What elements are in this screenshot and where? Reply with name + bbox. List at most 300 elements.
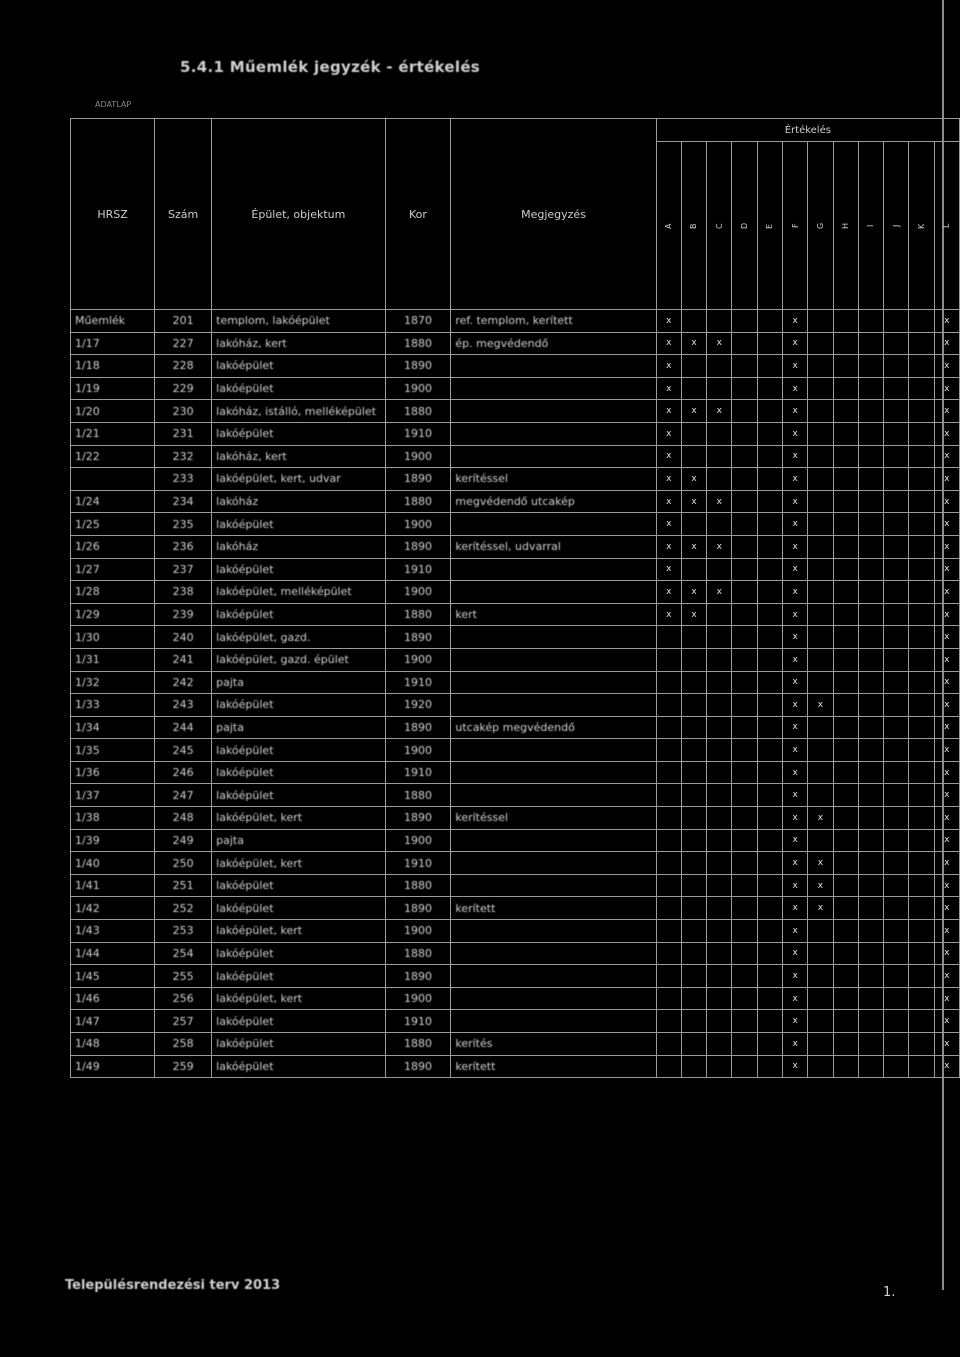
cell-flag — [884, 852, 909, 875]
cell-flag — [909, 603, 934, 626]
cell-date: 1880 — [385, 400, 451, 423]
cell-flag — [858, 852, 883, 875]
cell-flag — [808, 920, 833, 943]
cell-date: 1910 — [385, 1010, 451, 1033]
cell-flag — [833, 377, 858, 400]
cell-note — [451, 400, 656, 423]
cell-note — [451, 739, 656, 762]
cell-name: lakóépület, melléképület — [212, 581, 385, 604]
cell-flag — [858, 422, 883, 445]
cell-flag — [757, 807, 782, 830]
cell-flag — [707, 716, 732, 739]
cell-flag: x — [783, 648, 808, 671]
cell-flag — [757, 761, 782, 784]
cell-flag — [808, 603, 833, 626]
cell-flag — [909, 694, 934, 717]
cell-name: pajta — [212, 671, 385, 694]
cell-flag — [808, 671, 833, 694]
cell-flag: x — [783, 1033, 808, 1056]
cell-note: utcakép megvédendő — [451, 716, 656, 739]
cell-flag: x — [783, 422, 808, 445]
cell-name: lakóépület, kert — [212, 852, 385, 875]
cell-flag — [833, 445, 858, 468]
cell-flag — [757, 874, 782, 897]
cell-note — [451, 761, 656, 784]
cell-name: lakóépület, kert — [212, 920, 385, 943]
cell-flag — [909, 874, 934, 897]
cell-flag: x — [934, 671, 959, 694]
cell-flag — [757, 897, 782, 920]
cell-flag: x — [707, 535, 732, 558]
cell-code: 1/19 — [71, 377, 155, 400]
cell-flag — [656, 942, 681, 965]
cell-flag — [833, 468, 858, 491]
cell-flag — [707, 377, 732, 400]
cell-flag — [732, 965, 757, 988]
cell-name: lakóépület, kert — [212, 987, 385, 1010]
cell-name: lakóépület — [212, 1055, 385, 1078]
cell-flag — [833, 761, 858, 784]
cell-flag — [757, 513, 782, 536]
cell-flag — [858, 513, 883, 536]
cell-flag — [757, 468, 782, 491]
cell-date: 1900 — [385, 581, 451, 604]
cell-note — [451, 445, 656, 468]
cell-flag — [757, 920, 782, 943]
cell-flag — [732, 784, 757, 807]
cell-date: 1890 — [385, 355, 451, 378]
table-row — [71, 558, 960, 581]
cell-flag — [884, 671, 909, 694]
cell-flag: x — [707, 400, 732, 423]
cell-date: 1890 — [385, 965, 451, 988]
cell-flag — [909, 355, 934, 378]
table-row — [71, 490, 960, 513]
table-row — [71, 377, 960, 400]
cell-flag — [884, 874, 909, 897]
cell-flag — [884, 942, 909, 965]
cell-flag — [833, 852, 858, 875]
cell-code — [71, 468, 155, 491]
cell-code: 1/25 — [71, 513, 155, 536]
cell-flag — [732, 400, 757, 423]
cell-date: 1900 — [385, 920, 451, 943]
cell-name: lakóépület — [212, 897, 385, 920]
header-flag: A — [656, 142, 681, 310]
header-flag: D — [732, 142, 757, 310]
cell-flag — [833, 920, 858, 943]
cell-flag — [757, 332, 782, 355]
cell-flag — [909, 490, 934, 513]
cell-note: megvédendő utcakép — [451, 490, 656, 513]
cell-flag — [707, 1033, 732, 1056]
cell-flag: x — [783, 310, 808, 333]
cell-flag — [732, 716, 757, 739]
header-flag: L — [934, 142, 959, 310]
cell-flag — [808, 468, 833, 491]
header-flag: I — [858, 142, 883, 310]
cell-flag — [858, 694, 883, 717]
cell-date: 1900 — [385, 648, 451, 671]
cell-flag — [884, 716, 909, 739]
cell-flag: x — [783, 1055, 808, 1078]
cell-note — [451, 829, 656, 852]
cell-flag — [884, 761, 909, 784]
cell-flag — [858, 400, 883, 423]
cell-flag — [833, 716, 858, 739]
cell-flag: x — [808, 852, 833, 875]
cell-note — [451, 920, 656, 943]
cell-flag — [707, 784, 732, 807]
cell-flag — [808, 1055, 833, 1078]
cell-flag — [808, 1033, 833, 1056]
table-row — [71, 897, 960, 920]
cell-code: 1/21 — [71, 422, 155, 445]
cell-flag: x — [656, 581, 681, 604]
cell-flag: x — [681, 468, 706, 491]
cell-flag — [707, 310, 732, 333]
cell-flag — [884, 355, 909, 378]
header-code: HRSZ — [71, 119, 155, 310]
cell-flag — [833, 558, 858, 581]
cell-note — [451, 626, 656, 649]
cell-flag — [833, 784, 858, 807]
cell-number: 239 — [155, 603, 212, 626]
cell-flag: x — [783, 468, 808, 491]
cell-flag: x — [934, 694, 959, 717]
cell-flag — [833, 648, 858, 671]
cell-flag: x — [934, 1055, 959, 1078]
cell-flag: x — [783, 784, 808, 807]
cell-flag: x — [783, 445, 808, 468]
cell-flag — [858, 716, 883, 739]
cell-number: 253 — [155, 920, 212, 943]
cell-flag — [707, 761, 732, 784]
cell-flag — [757, 694, 782, 717]
cell-code: 1/40 — [71, 852, 155, 875]
cell-flag — [909, 852, 934, 875]
cell-flag: x — [656, 535, 681, 558]
cell-flag: x — [783, 332, 808, 355]
cell-flag — [757, 400, 782, 423]
header-group: Értékelés — [656, 119, 959, 142]
cell-number: 243 — [155, 694, 212, 717]
header-flag: H — [833, 142, 858, 310]
cell-flag — [833, 332, 858, 355]
cell-flag — [909, 671, 934, 694]
cell-date: 1890 — [385, 716, 451, 739]
cell-flag — [909, 558, 934, 581]
cell-flag — [732, 739, 757, 762]
cell-note: kerített — [451, 1055, 656, 1078]
cell-flag — [757, 1010, 782, 1033]
cell-flag — [909, 310, 934, 333]
cell-flag — [757, 581, 782, 604]
cell-flag — [732, 942, 757, 965]
cell-flag — [681, 761, 706, 784]
cell-flag — [884, 648, 909, 671]
cell-number: 240 — [155, 626, 212, 649]
cell-flag — [681, 377, 706, 400]
cell-flag — [656, 897, 681, 920]
cell-flag — [833, 581, 858, 604]
cell-flag: x — [783, 874, 808, 897]
table-row — [71, 626, 960, 649]
cell-number: 232 — [155, 445, 212, 468]
cell-flag — [808, 310, 833, 333]
cell-flag: x — [783, 987, 808, 1010]
cell-note — [451, 422, 656, 445]
cell-flag — [732, 513, 757, 536]
cell-name: lakóépület — [212, 784, 385, 807]
cell-flag: x — [934, 648, 959, 671]
table-row — [71, 807, 960, 830]
cell-note — [451, 377, 656, 400]
cell-flag — [732, 377, 757, 400]
cell-name: lakóház, kert — [212, 445, 385, 468]
table-row — [71, 513, 960, 536]
cell-flag — [858, 965, 883, 988]
cell-flag — [884, 422, 909, 445]
table-row — [71, 965, 960, 988]
cell-flag — [909, 535, 934, 558]
cell-flag — [884, 694, 909, 717]
cell-flag — [732, 422, 757, 445]
cell-flag — [656, 671, 681, 694]
cell-flag — [707, 1010, 732, 1033]
cell-flag — [858, 942, 883, 965]
cell-flag — [707, 874, 732, 897]
cell-flag: x — [934, 829, 959, 852]
cell-date: 1920 — [385, 694, 451, 717]
cell-flag: x — [783, 558, 808, 581]
cell-note: kert — [451, 603, 656, 626]
cell-flag: x — [656, 400, 681, 423]
cell-flag — [656, 784, 681, 807]
header-flag: J — [884, 142, 909, 310]
cell-flag — [833, 400, 858, 423]
cell-flag — [732, 829, 757, 852]
cell-name: lakóépület, gazd. — [212, 626, 385, 649]
cell-flag: x — [783, 400, 808, 423]
cell-number: 236 — [155, 535, 212, 558]
cell-flag: x — [783, 716, 808, 739]
cell-name: lakóház, istálló, melléképület — [212, 400, 385, 423]
cell-flag — [858, 468, 883, 491]
cell-date: 1880 — [385, 874, 451, 897]
cell-flag — [884, 626, 909, 649]
cell-flag — [707, 513, 732, 536]
cell-note: ref. templom, kerített — [451, 310, 656, 333]
cell-code: 1/33 — [71, 694, 155, 717]
cell-name: pajta — [212, 829, 385, 852]
cell-code: 1/27 — [71, 558, 155, 581]
cell-flag — [858, 332, 883, 355]
cell-flag — [681, 852, 706, 875]
cell-flag — [707, 920, 732, 943]
cell-flag — [656, 829, 681, 852]
cell-flag: x — [656, 468, 681, 491]
cell-number: 235 — [155, 513, 212, 536]
cell-flag: x — [934, 852, 959, 875]
cell-code: 1/26 — [71, 535, 155, 558]
cell-flag — [681, 1033, 706, 1056]
cell-note — [451, 648, 656, 671]
cell-number: 259 — [155, 1055, 212, 1078]
cell-flag: x — [656, 422, 681, 445]
cell-flag: x — [783, 761, 808, 784]
cell-number: 247 — [155, 784, 212, 807]
cell-name: lakóépület — [212, 739, 385, 762]
cell-note — [451, 671, 656, 694]
cell-code: 1/24 — [71, 490, 155, 513]
cell-flag: x — [934, 920, 959, 943]
cell-flag — [732, 897, 757, 920]
cell-flag — [858, 1055, 883, 1078]
cell-flag: x — [656, 377, 681, 400]
cell-flag — [909, 400, 934, 423]
cell-flag: x — [934, 377, 959, 400]
table-row — [71, 852, 960, 875]
cell-flag — [681, 310, 706, 333]
cell-number: 230 — [155, 400, 212, 423]
cell-number: 237 — [155, 558, 212, 581]
cell-flag — [707, 671, 732, 694]
cell-flag — [757, 965, 782, 988]
cell-flag — [656, 761, 681, 784]
cell-flag — [681, 897, 706, 920]
cell-flag — [707, 1055, 732, 1078]
cell-note — [451, 784, 656, 807]
cell-flag — [909, 739, 934, 762]
cell-date: 1890 — [385, 897, 451, 920]
cell-flag — [833, 490, 858, 513]
cell-flag — [833, 897, 858, 920]
cell-date: 1880 — [385, 1033, 451, 1056]
cell-flag: x — [656, 332, 681, 355]
cell-code: 1/43 — [71, 920, 155, 943]
cell-flag: x — [681, 603, 706, 626]
cell-code: 1/49 — [71, 1055, 155, 1078]
cell-name: lakóépület — [212, 874, 385, 897]
cell-note — [451, 942, 656, 965]
cell-flag: x — [783, 829, 808, 852]
cell-flag — [757, 739, 782, 762]
cell-flag — [808, 648, 833, 671]
cell-flag — [858, 897, 883, 920]
cell-flag — [808, 965, 833, 988]
cell-flag — [858, 310, 883, 333]
cell-flag — [858, 535, 883, 558]
cell-flag — [656, 739, 681, 762]
cell-name: lakóépület — [212, 965, 385, 988]
cell-number: 231 — [155, 422, 212, 445]
cell-code: 1/22 — [71, 445, 155, 468]
cell-flag: x — [934, 513, 959, 536]
cell-flag: x — [681, 490, 706, 513]
cell-flag: x — [783, 920, 808, 943]
header-name: Épület, objektum — [212, 119, 385, 310]
cell-flag — [833, 626, 858, 649]
cell-flag — [858, 807, 883, 830]
cell-code: 1/39 — [71, 829, 155, 852]
header-number: Szám — [155, 119, 212, 310]
cell-flag — [681, 807, 706, 830]
cell-flag — [858, 920, 883, 943]
cell-date: 1910 — [385, 761, 451, 784]
cell-flag — [858, 648, 883, 671]
table-row — [71, 739, 960, 762]
cell-flag — [858, 355, 883, 378]
cell-note — [451, 987, 656, 1010]
page-title: 5.4.1 Műemlék jegyzék - értékelés — [180, 58, 481, 76]
cell-number: 256 — [155, 987, 212, 1010]
cell-flag — [707, 694, 732, 717]
cell-flag — [732, 1033, 757, 1056]
table-row — [71, 671, 960, 694]
cell-flag — [757, 626, 782, 649]
cell-flag — [909, 807, 934, 830]
cell-flag — [808, 535, 833, 558]
cell-flag — [884, 445, 909, 468]
footer-text: Településrendezési terv 2013 — [65, 1278, 281, 1293]
cell-flag — [656, 987, 681, 1010]
cell-flag: x — [783, 694, 808, 717]
cell-flag: x — [934, 422, 959, 445]
monument-table — [70, 118, 960, 1078]
cell-flag — [808, 513, 833, 536]
cell-flag: x — [783, 603, 808, 626]
cell-flag — [884, 987, 909, 1010]
cell-flag — [656, 920, 681, 943]
cell-flag: x — [783, 942, 808, 965]
cell-name: lakóépület — [212, 558, 385, 581]
cell-flag: x — [656, 603, 681, 626]
cell-flag — [808, 1010, 833, 1033]
cell-flag — [909, 648, 934, 671]
cell-code: 1/48 — [71, 1033, 155, 1056]
cell-note: kerítés — [451, 1033, 656, 1056]
cell-number: 241 — [155, 648, 212, 671]
cell-flag — [884, 897, 909, 920]
cell-date: 1900 — [385, 829, 451, 852]
table-row — [71, 1033, 960, 1056]
cell-flag — [909, 422, 934, 445]
cell-code: 1/42 — [71, 897, 155, 920]
table-row — [71, 355, 960, 378]
cell-code: 1/45 — [71, 965, 155, 988]
cell-flag — [833, 987, 858, 1010]
cell-flag — [757, 603, 782, 626]
cell-flag — [808, 377, 833, 400]
cell-flag: x — [934, 603, 959, 626]
cell-number: 244 — [155, 716, 212, 739]
cell-code: 1/47 — [71, 1010, 155, 1033]
cell-flag: x — [934, 332, 959, 355]
cell-flag — [732, 310, 757, 333]
cell-flag — [757, 852, 782, 875]
cell-flag — [681, 829, 706, 852]
cell-code: 1/41 — [71, 874, 155, 897]
cell-flag — [884, 784, 909, 807]
cell-note: kerítéssel — [451, 807, 656, 830]
cell-date: 1890 — [385, 626, 451, 649]
cell-flag: x — [783, 965, 808, 988]
cell-flag — [833, 739, 858, 762]
cell-flag — [707, 942, 732, 965]
cell-flag — [833, 355, 858, 378]
cell-name: lakóépület — [212, 355, 385, 378]
